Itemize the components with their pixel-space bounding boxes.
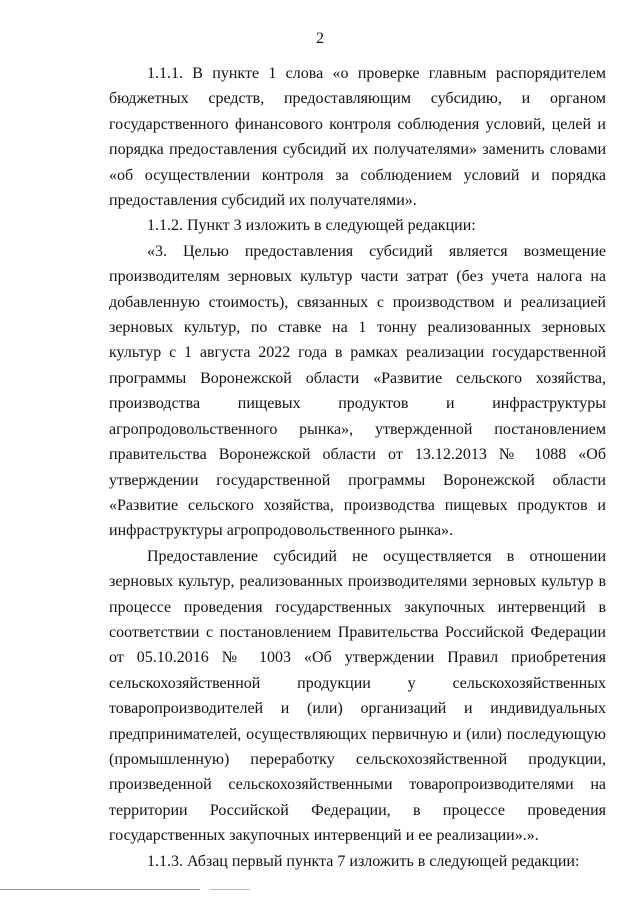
page-number: 2 (316, 30, 324, 47)
footer-rule-fragment (210, 889, 250, 890)
paragraph-point-3: «3. Целью предоставления субсидий является возмещение производителям зерновых культур части затрат (без учета налога на добавленную стоимость), связанных с производством и реализацией зерновых культур, по ставке на 1 тонну реализованных зерновых культур с 1 августа 2022 года в рамках реализации государственной программы Воронежской области «Развитие сельского хозяйства, производства пищевых продуктов и инфраструктуры агропродовольственного рынка», утвержденной постановлением правительства Воронежской области от 13.12.2013 № 1088 «Об утверждении государственной программы Воронежской области «Развитие сельского хозяйства, производства пищевых продуктов и инфраструктуры агропродовольственного рынка». (109, 242, 606, 540)
document-body (109, 61, 606, 874)
paragraph-1-1-2: 1.1.2. Пункт 3 изложить в следующей редакции: (147, 217, 476, 235)
paragraph-1-1-1: 1.1.1. В пункте 1 слова «о проверке главным распорядителем бюджетных средств, предоставляющим субсидию, и органом государственного финансового контроля соблюдения условий, целей и порядка предоставления субсидий их получателями» заменить словами «об осуществлении контроля за соблюдением условий и порядка предоставления субсидий их получателями». (109, 65, 606, 210)
footer-rule (0, 889, 200, 890)
paragraph-1-1-3: 1.1.3. Абзац первый пункта 7 изложить в следующей редакции: (147, 852, 580, 870)
paragraph-exclusion: Предоставление субсидий не осуществляется в отношении зерновых культур, реализованных производителями зерновых культур в процессе проведения государственных закупочных интервенций в соответствии с постановлением Правительства Российской Федерации от 05.10.2016 № 1003 «Об утверждении Правил приобретения сельскохозяйственной продукции у сельскохозяйственных товаропроизводителей и (или) организаций и индивидуальных предпринимателей, осуществляющих первичную и (или) последующую (промышленную) переработку сельскохозяйственной продукции, произведенной сельскохозяйственными товаропроизводителями на территории Российской Федерации, в процессе проведения государственных закупочных интервенций и ее реализации».». (109, 547, 606, 845)
